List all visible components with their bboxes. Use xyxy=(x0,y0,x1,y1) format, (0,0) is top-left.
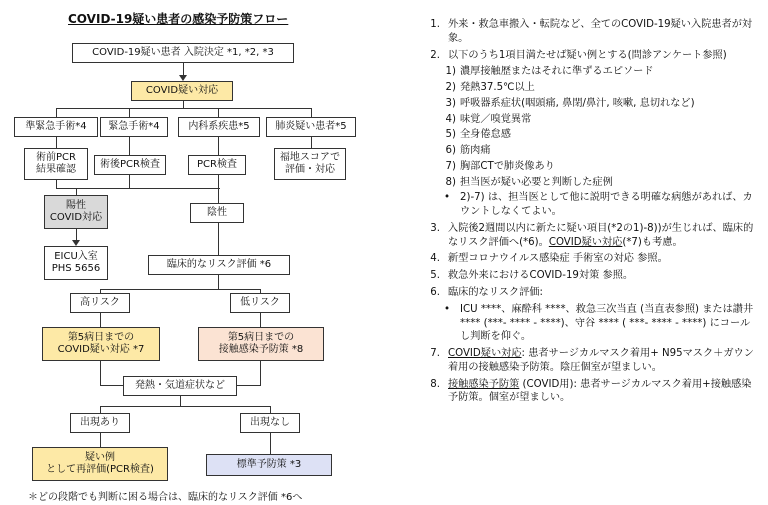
covid-suspect-box xyxy=(131,81,233,101)
criterion-6 xyxy=(420,144,760,158)
criterion-number: 5) xyxy=(445,129,456,141)
note-text: : 患者サージカルマスク着用+ N95マスク＋ガウン着用の接触感染予防策。陰圧個室が望ましい。 xyxy=(448,348,754,373)
reevaluate-line2: として再評価(PCR検査) xyxy=(46,464,154,475)
present-box xyxy=(70,413,130,433)
clinical-risk-box xyxy=(148,255,290,275)
reevaluate-box xyxy=(32,447,168,481)
high-action-line2: COVID疑い対応 *7 xyxy=(57,344,145,355)
connector xyxy=(100,406,270,407)
note-text: 入院後2週間以内に新たに疑い項目(*2の1)-8))が生じれば、臨床的なリスク評価へ(*6)。 xyxy=(448,222,754,248)
emergency-label: 緊急手術*4 xyxy=(108,120,160,132)
negative-box xyxy=(190,203,244,223)
positive-line2: COVID対応 xyxy=(49,212,103,223)
criterion-text: 発熱37.5℃以上 xyxy=(460,82,535,94)
criterion-2 xyxy=(420,81,760,95)
note-number: 6. xyxy=(430,287,440,299)
connector xyxy=(218,175,219,203)
criterion-5 xyxy=(420,128,760,142)
note-text: (COVID用): 患者サージカルマスク着用+接触感染予防策。個室が望ましい。 xyxy=(448,378,752,404)
connector xyxy=(218,108,219,117)
criterion-text: 全身倦怠感 xyxy=(460,129,511,141)
high-risk-box xyxy=(70,293,130,313)
connector xyxy=(270,433,271,454)
criterion-4 xyxy=(420,113,760,127)
low-action-line1: 第5病日までの xyxy=(227,331,295,343)
note-6-bullet xyxy=(420,303,760,344)
pcr-test-box xyxy=(188,155,246,175)
connector xyxy=(260,313,261,327)
criterion-number: 3) xyxy=(445,97,456,109)
note-4 xyxy=(420,252,760,266)
footnote: ＊どの段階でも判断に困る場合は、臨床的なリスク評価 *6へ xyxy=(28,492,303,503)
admission-label: COVID-19疑い患者 入院決定 *1, *2, *3 xyxy=(92,46,274,58)
note-6 xyxy=(420,286,760,300)
pneumonia-box xyxy=(266,117,356,137)
pneumonia-label: 肺炎疑い患者*5 xyxy=(275,120,347,132)
low-risk-box xyxy=(230,293,290,313)
note-5 xyxy=(420,269,760,283)
flow-title: COVID-19疑い患者の感染予防策フロー xyxy=(68,12,289,26)
connector xyxy=(100,406,101,413)
criterion-number: 4) xyxy=(445,113,456,125)
preop-pcr-line1: 術前PCR xyxy=(36,151,76,163)
criterion-text: 胸部CTで肺炎像あり xyxy=(460,160,555,172)
note-text: (*7)も考慮。 xyxy=(622,236,683,248)
note-2 xyxy=(420,49,760,63)
criterion-text: 筋肉痛 xyxy=(460,145,491,157)
note-text: 新型コロナウイルス感染症 手術室の対応 参照。 xyxy=(448,253,668,265)
criterion-number: 2) xyxy=(445,82,456,94)
connector xyxy=(100,361,101,386)
note-number: 7. xyxy=(430,348,440,360)
connector xyxy=(129,137,130,155)
connector xyxy=(218,137,219,155)
criterion-text: 担当医が疑い必要と判断した症例 xyxy=(460,176,613,188)
low-action-box xyxy=(198,327,324,361)
criterion-text: 味覚／嗅覚異常 xyxy=(460,113,532,125)
pcr-test-label: PCR検査 xyxy=(197,158,237,170)
note-7 xyxy=(420,347,760,375)
bullet-dot: • xyxy=(444,192,451,204)
note-3 xyxy=(420,222,760,250)
reevaluate-line1: 疑い例 xyxy=(85,451,115,463)
criterion-3 xyxy=(420,97,760,111)
note-text: 外来・救急車搬入・転院など、全てのCOVID-19疑い入院患者が対象。 xyxy=(448,19,753,44)
connector xyxy=(129,108,130,117)
high-risk-label: 高リスク xyxy=(80,296,120,308)
fukuchi-box xyxy=(274,148,346,180)
semi-emergency-label: 準緊急手術*4 xyxy=(25,120,87,132)
note-8 xyxy=(420,378,760,406)
eicu-line1: EICU入室 xyxy=(54,250,98,262)
preop-pcr-box xyxy=(24,148,88,180)
criterion-1 xyxy=(420,65,760,79)
connector xyxy=(100,433,101,447)
note-text: 臨床的なリスク評価: xyxy=(448,287,543,299)
connector xyxy=(100,289,260,290)
note-2-bullet xyxy=(420,191,760,219)
note-number: 8. xyxy=(430,378,440,390)
absent-box xyxy=(240,413,300,433)
note-number: 5. xyxy=(430,270,440,282)
postop-pcr-box xyxy=(94,155,166,175)
criterion-number: 6) xyxy=(445,145,456,157)
note-text: 以下のうち1項目満たせば疑い例とする(問診アンケート参照) xyxy=(448,49,727,61)
criterion-7 xyxy=(420,160,760,174)
connector xyxy=(56,137,57,148)
connector xyxy=(218,223,219,255)
positive-line1: 陽性 xyxy=(66,199,86,211)
bullet-dot: • xyxy=(444,303,451,315)
note-number: 2. xyxy=(430,49,440,61)
connector xyxy=(100,313,101,327)
connector xyxy=(56,108,57,117)
note-1 xyxy=(420,18,760,46)
fukuchi-line1: 福地スコアで xyxy=(279,151,341,163)
criterion-number: 1) xyxy=(445,66,456,78)
connector xyxy=(218,275,219,290)
note-text: 救急外来におけるCOVID-19対策 参照。 xyxy=(448,270,634,282)
covid-suspect-label: COVID疑い対応 xyxy=(145,84,219,96)
low-risk-label: 低リスク xyxy=(240,296,280,308)
note-number: 3. xyxy=(430,222,440,234)
present-label: 出現あり xyxy=(80,416,120,428)
covid-suspect-link[interactable]: COVID疑い対応 xyxy=(548,236,623,248)
admission-box xyxy=(72,43,294,63)
covid-suspect-link[interactable]: COVID疑い対応 xyxy=(448,348,522,360)
clinical-risk-label: 臨床的なリスク評価 *6 xyxy=(166,258,272,270)
symptoms-label: 発熱・気道症状など xyxy=(135,379,225,391)
connector xyxy=(56,188,220,189)
fukuchi-line2: 評価・対応 xyxy=(285,164,335,175)
connector xyxy=(270,406,271,413)
standard-label: 標準予防策 *3 xyxy=(236,458,302,470)
connector xyxy=(56,108,312,109)
connector xyxy=(129,175,130,189)
eicu-box xyxy=(44,246,108,280)
high-action-line1: 第5病日までの xyxy=(67,331,135,343)
high-action-box xyxy=(42,327,160,361)
bullet-text: 2)-7) は、担当医として他に説明できる明確な病態があれば、カウントしなくてよい。 xyxy=(460,192,753,218)
criterion-8 xyxy=(420,176,760,190)
negative-label: 陰性 xyxy=(207,206,227,218)
internal-box xyxy=(178,117,260,137)
connector xyxy=(76,188,77,195)
symptoms-box xyxy=(123,376,237,396)
contact-precaution-link[interactable]: 接触感染予防策 xyxy=(448,378,520,390)
postop-pcr-label: 術後PCR検査 xyxy=(100,158,160,170)
note-number: 4. xyxy=(430,253,440,265)
bullet-text: ICU ****、麻酔科 ****、救急三次当直 (当直表参照) または讃井 **** (***- **** - ****)、守谷 **** ( ***- **** - ****) にコールし判断を仰ぐ。 xyxy=(460,303,754,343)
absent-label: 出現なし xyxy=(250,416,290,428)
preop-pcr-line2: 結果確認 xyxy=(36,164,76,175)
semi-emergency-box xyxy=(14,117,98,137)
notes-list xyxy=(420,18,760,408)
criterion-number: 8) xyxy=(445,176,456,188)
criterion-number: 7) xyxy=(445,160,456,172)
positive-box xyxy=(44,195,108,229)
low-action-line2: 接触感染予防策 *8 xyxy=(218,344,304,355)
standard-box xyxy=(206,454,332,476)
criterion-text: 呼吸器系症状(咽頭痛, 鼻閉/鼻汁, 咳嗽, 息切れなど) xyxy=(460,97,695,109)
eicu-line2: PHS 5656 xyxy=(51,263,101,274)
connector xyxy=(260,361,261,386)
emergency-box xyxy=(100,117,168,137)
criterion-text: 濃厚接触歴またはそれに準ずるエピソード xyxy=(460,66,654,78)
note-number: 1. xyxy=(430,19,440,30)
connector xyxy=(311,137,312,148)
internal-label: 内科系疾患*5 xyxy=(188,120,250,132)
connector xyxy=(311,108,312,117)
